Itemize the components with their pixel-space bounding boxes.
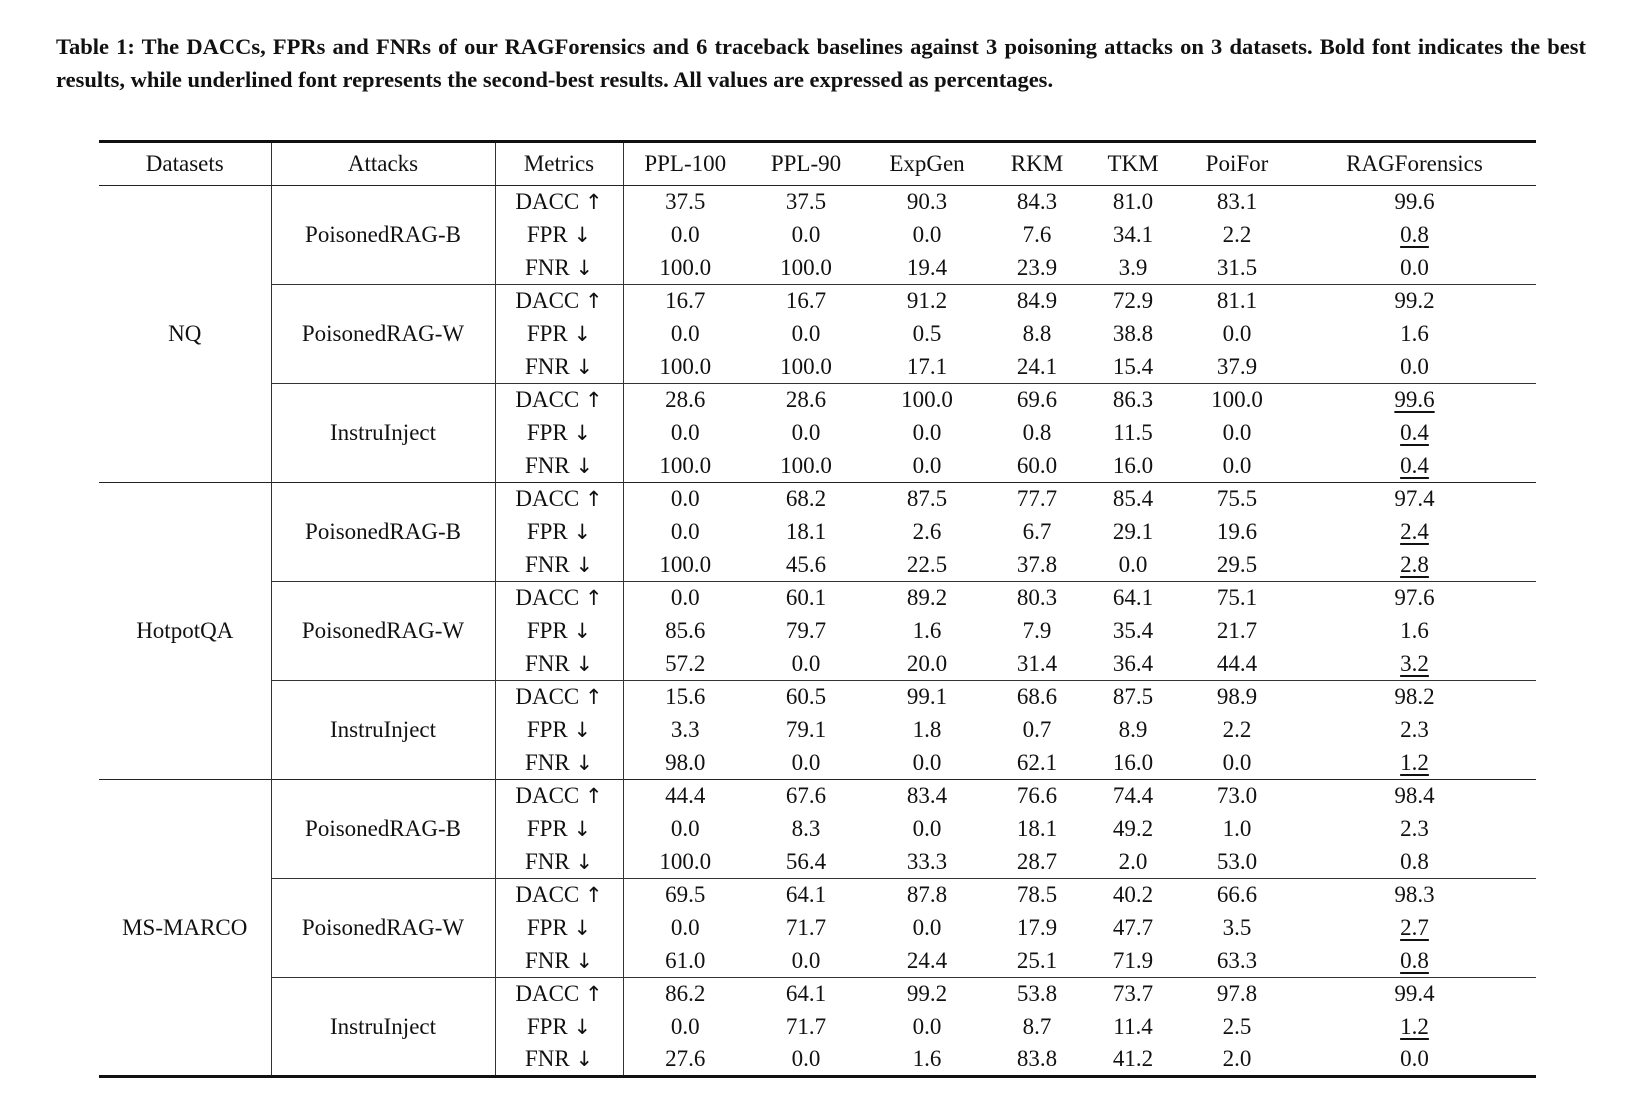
metric-label: FPR ↓ <box>495 219 623 252</box>
arrow-down-icon: ↓ <box>575 750 594 775</box>
table-cell: 29.5 <box>1216 551 1258 577</box>
table-cell: 71.9 <box>1112 947 1154 973</box>
arrow-down-icon: ↓ <box>573 619 592 643</box>
table-cell: 0.0 <box>912 1014 942 1039</box>
table-cell: 64.1 <box>1085 582 1181 615</box>
table-row <box>99 681 1536 714</box>
table-cell: 37.9 <box>1216 353 1258 379</box>
table-cell: 83.1 <box>1216 189 1258 215</box>
table-cell: 38.8 <box>1112 321 1154 346</box>
table-row <box>99 384 1536 417</box>
table-cell: 28.6 <box>623 384 747 417</box>
table-cell: 0.8 <box>1022 420 1052 445</box>
arrow-up-icon: ↑ <box>585 190 603 215</box>
table-cell: 7.6 <box>1022 222 1052 247</box>
table-cell: 0.0 <box>1400 254 1429 280</box>
table-cell: 66.6 <box>1181 879 1293 912</box>
table-cell: 0.0 <box>912 915 942 940</box>
header-row <box>99 142 1536 186</box>
metric-label: DACC ↑ <box>495 582 623 615</box>
arrow-down-icon: ↓ <box>573 817 592 841</box>
table-cell: 2.2 <box>1222 717 1252 742</box>
table-cell: 37.5 <box>665 189 706 215</box>
table-cell: 41.2 <box>1085 1044 1181 1077</box>
table-cell: 36.4 <box>1112 650 1154 676</box>
arrow-down-icon: ↓ <box>575 552 594 577</box>
table-cell: 0.0 <box>791 749 821 775</box>
table-cell: 67.6 <box>747 780 865 813</box>
metric-label: DACC ↑ <box>495 879 623 912</box>
header-ppl-100: PPL-100 <box>623 142 747 186</box>
header-ppl-90: PPL-90 <box>747 142 865 186</box>
table-cell: 37.5 <box>785 189 827 215</box>
table-cell: 2.8 <box>1400 551 1429 577</box>
table-cell: 60.1 <box>747 582 865 615</box>
table-row <box>99 483 1536 516</box>
table-cell: 1.6 <box>912 618 942 643</box>
table-cell: 45.6 <box>785 551 827 577</box>
table-caption: Table 1: The DACCs, FPRs and FNRs of our RAGForensics and 6 traceback baselines against 3 poisoning attacks on 3 datasets. Bold font indicates the best results, while underlined font represents the second-best results. All values are expressed as percentages. <box>56 34 1586 92</box>
table-cell: 24.4 <box>906 947 948 973</box>
table-cell: 35.4 <box>1112 618 1154 643</box>
table-cell: 0.0 <box>1293 1044 1536 1077</box>
arrow-up-icon: ↑ <box>585 289 603 314</box>
table-cell: 1.2 <box>1400 1014 1429 1039</box>
dataset-name: MS-MARCO <box>99 780 271 1077</box>
table-cell: 0.0 <box>912 749 942 775</box>
table-cell: 100.0 <box>659 353 712 379</box>
table-cell: 2.0 <box>1118 848 1148 874</box>
table-cell: 87.8 <box>865 879 989 912</box>
table-cell: 99.2 <box>865 978 989 1011</box>
table-cell: 27.6 <box>623 1044 747 1077</box>
arrow-up-icon: ↑ <box>585 388 603 413</box>
table-cell: 16.7 <box>623 285 747 318</box>
table-cell: 0.0 <box>623 582 747 615</box>
table-cell: 81.1 <box>1181 285 1293 318</box>
table-cell: 90.3 <box>906 189 948 215</box>
arrow-up-icon: ↑ <box>585 685 603 710</box>
table-cell: 69.5 <box>623 879 747 912</box>
table-cell: 85.6 <box>665 618 706 643</box>
table-cell: 0.0 <box>912 816 942 841</box>
table-cell: 23.9 <box>1016 254 1058 280</box>
arrow-down-icon: ↓ <box>575 453 594 478</box>
table-cell: 2.5 <box>1222 1014 1252 1039</box>
table-cell: 0.0 <box>1222 452 1252 478</box>
metric-label: FPR ↓ <box>495 714 623 747</box>
table-cell: 64.1 <box>747 978 865 1011</box>
table-cell: 100.0 <box>659 848 712 874</box>
metric-label: FPR ↓ <box>495 912 623 945</box>
table-cell: 86.2 <box>623 978 747 1011</box>
table-cell: 0.0 <box>1222 321 1252 346</box>
table-cell: 16.7 <box>747 285 865 318</box>
table-cell: 16.0 <box>1112 452 1154 478</box>
dataset-name: HotpotQA <box>99 483 271 780</box>
table-cell: 77.7 <box>989 483 1085 516</box>
table-cell: 87.5 <box>865 483 989 516</box>
table-cell: 44.4 <box>623 780 747 813</box>
header-ragforensics: RAGForensics <box>1293 142 1536 186</box>
table-cell: 100.0 <box>865 384 989 417</box>
table-row <box>99 186 1536 219</box>
table-cell: 99.1 <box>865 681 989 714</box>
table-cell: 0.0 <box>1118 551 1148 577</box>
table-cell: 0.0 <box>670 816 700 841</box>
table-cell: 81.0 <box>1112 189 1154 215</box>
table-cell: 17.1 <box>906 353 948 379</box>
attack-name: InstruInject <box>271 978 495 1077</box>
metric-label: FPR ↓ <box>495 318 623 351</box>
table-cell: 3.9 <box>1118 254 1148 280</box>
table-cell: 19.6 <box>1216 519 1258 544</box>
table-cell: 71.7 <box>785 1014 827 1039</box>
attack-name: PoisonedRAG-W <box>271 879 495 978</box>
table-cell: 100.0 <box>1181 384 1293 417</box>
attack-name: PoisonedRAG-B <box>271 483 495 582</box>
table-cell: 8.8 <box>1022 321 1052 346</box>
metric-label: FPR ↓ <box>495 615 623 648</box>
table-cell: 0.4 <box>1400 420 1429 445</box>
table-cell: 37.8 <box>1016 551 1058 577</box>
table-cell: 1.6 <box>865 1044 989 1077</box>
table-cell: 98.9 <box>1181 681 1293 714</box>
table-cell: 0.0 <box>670 915 700 940</box>
table-cell: 0.0 <box>1222 420 1252 445</box>
arrow-down-icon: ↓ <box>573 223 592 247</box>
attack-name: PoisonedRAG-W <box>271 582 495 681</box>
metric-label: FNR ↓ <box>495 747 623 780</box>
table-cell: 2.7 <box>1400 915 1429 940</box>
table-body <box>99 186 1536 1077</box>
table-cell: 98.3 <box>1293 879 1536 912</box>
table-cell: 22.5 <box>906 551 948 577</box>
table-row <box>99 978 1536 1011</box>
table-row <box>99 780 1536 813</box>
table-cell: 0.0 <box>747 1044 865 1077</box>
header-tkm: TKM <box>1085 142 1181 186</box>
table-cell: 2.4 <box>1400 519 1429 544</box>
metric-label: FNR ↓ <box>495 450 623 483</box>
metric-label: DACC ↑ <box>495 186 623 219</box>
table-cell: 99.2 <box>1293 285 1536 318</box>
table-cell: 11.4 <box>1113 1014 1153 1039</box>
metric-label: DACC ↑ <box>495 681 623 714</box>
table-cell: 56.4 <box>785 848 827 874</box>
table-cell: 1.0 <box>1222 816 1252 841</box>
header-attacks: Attacks <box>271 142 495 186</box>
table-cell: 0.0 <box>670 420 700 445</box>
table-cell: 18.1 <box>785 519 827 544</box>
metric-label: FNR ↓ <box>495 846 623 879</box>
table-cell: 24.1 <box>1016 353 1058 379</box>
table-cell: 0.0 <box>791 650 821 676</box>
arrow-down-icon: ↓ <box>575 948 594 973</box>
table-cell: 0.0 <box>623 483 747 516</box>
table-cell: 53.0 <box>1216 848 1258 874</box>
attack-name: PoisonedRAG-B <box>271 780 495 879</box>
table-cell: 2.3 <box>1400 816 1429 841</box>
table-cell: 0.0 <box>912 420 942 445</box>
dataset-name: NQ <box>99 186 271 483</box>
table-cell: 68.2 <box>747 483 865 516</box>
arrow-up-icon: ↑ <box>585 487 603 512</box>
table-cell: 8.9 <box>1118 717 1148 742</box>
metric-label: FNR ↓ <box>495 648 623 681</box>
table-cell: 60.5 <box>747 681 865 714</box>
table-cell: 0.5 <box>912 321 942 346</box>
table-cell: 34.1 <box>1112 222 1154 247</box>
attack-name: InstruInject <box>271 681 495 780</box>
table-cell: 11.5 <box>1113 420 1153 445</box>
table-cell: 1.6 <box>1400 321 1429 346</box>
table-cell: 31.5 <box>1216 254 1258 280</box>
arrow-down-icon: ↓ <box>573 421 592 445</box>
arrow-down-icon: ↓ <box>573 718 592 742</box>
table-cell: 97.4 <box>1293 483 1536 516</box>
table-cell: 2.2 <box>1222 222 1252 247</box>
table-cell: 74.4 <box>1085 780 1181 813</box>
table-cell: 99.6 <box>1394 189 1435 215</box>
table-cell: 29.1 <box>1112 519 1154 544</box>
table-cell: 0.0 <box>912 452 942 478</box>
table-cell: 79.7 <box>785 618 827 643</box>
table-cell: 60.0 <box>1016 452 1058 478</box>
header-rkm: RKM <box>989 142 1085 186</box>
attack-name: PoisonedRAG-W <box>271 285 495 384</box>
table-cell: 85.4 <box>1085 483 1181 516</box>
table-cell: 31.4 <box>1016 650 1058 676</box>
metric-label: FPR ↓ <box>495 813 623 846</box>
table-cell: 91.2 <box>865 285 989 318</box>
arrow-down-icon: ↓ <box>575 849 594 874</box>
table-cell: 3.2 <box>1400 650 1429 676</box>
table-cell: 61.0 <box>665 947 706 973</box>
metric-label: FNR ↓ <box>495 945 623 978</box>
table-cell: 53.8 <box>989 978 1085 1011</box>
arrow-up-icon: ↑ <box>585 586 603 611</box>
metric-label: DACC ↑ <box>495 384 623 417</box>
table-cell: 64.1 <box>747 879 865 912</box>
table-cell: 98.4 <box>1293 780 1536 813</box>
table-cell: 63.3 <box>1216 947 1258 973</box>
table-cell: 76.6 <box>989 780 1085 813</box>
table-cell: 1.2 <box>1400 749 1429 775</box>
table-cell: 0.0 <box>670 519 700 544</box>
table-cell: 84.3 <box>1016 189 1058 215</box>
table-cell: 83.8 <box>989 1044 1085 1077</box>
arrow-down-icon: ↓ <box>573 1015 592 1039</box>
table-cell: 78.5 <box>989 879 1085 912</box>
table-cell: 100.0 <box>780 452 832 478</box>
table-cell: 18.1 <box>1016 816 1058 841</box>
table-cell: 20.0 <box>906 650 948 676</box>
table-row <box>99 879 1536 912</box>
metric-label: FNR ↓ <box>495 351 623 384</box>
table-cell: 100.0 <box>659 452 712 478</box>
table-cell: 8.7 <box>1022 1014 1052 1039</box>
table-cell: 86.3 <box>1085 384 1181 417</box>
table-cell: 47.7 <box>1112 915 1154 940</box>
table-cell: 75.5 <box>1181 483 1293 516</box>
table-cell: 0.8 <box>1400 848 1429 874</box>
table-cell: 79.1 <box>785 717 827 742</box>
table-cell: 100.0 <box>780 353 832 379</box>
table-cell: 1.8 <box>912 717 942 742</box>
table-cell: 72.9 <box>1085 285 1181 318</box>
table-cell: 0.0 <box>670 1014 700 1039</box>
results-table <box>99 140 1536 1078</box>
table-cell: 84.9 <box>989 285 1085 318</box>
metric-label: DACC ↑ <box>495 285 623 318</box>
table-cell: 0.8 <box>1400 222 1429 247</box>
table-cell: 2.6 <box>912 519 942 544</box>
table-cell: 2.0 <box>1181 1044 1293 1077</box>
table-cell: 89.2 <box>865 582 989 615</box>
arrow-down-icon: ↓ <box>573 916 592 940</box>
table-row <box>99 285 1536 318</box>
header-datasets: Datasets <box>99 142 271 186</box>
arrow-down-icon: ↓ <box>575 354 594 379</box>
arrow-up-icon: ↑ <box>585 982 603 1007</box>
metric-label: FNR ↓ <box>495 549 623 582</box>
table-cell: 73.7 <box>1085 978 1181 1011</box>
metric-label: FPR ↓ <box>495 417 623 450</box>
table-cell: 0.0 <box>791 420 821 445</box>
table-cell: 21.7 <box>1216 618 1258 643</box>
table-cell: 0.0 <box>791 222 821 247</box>
table-cell: 0.0 <box>912 222 942 247</box>
header-metrics: Metrics <box>495 142 623 186</box>
table-cell: 19.4 <box>906 254 948 280</box>
table-cell: 0.0 <box>791 947 821 973</box>
attack-name: PoisonedRAG-B <box>271 186 495 285</box>
table-cell: 0.0 <box>670 321 700 346</box>
table-cell: 3.3 <box>670 717 700 742</box>
table-cell: 3.5 <box>1222 915 1252 940</box>
table-cell: 99.6 <box>1293 384 1536 417</box>
table-cell: 25.1 <box>1016 947 1058 973</box>
header-expgen: ExpGen <box>865 142 989 186</box>
table-cell: 100.0 <box>659 551 712 577</box>
arrow-down-icon: ↓ <box>575 651 594 676</box>
table-cell: 97.8 <box>1181 978 1293 1011</box>
table-cell: 80.3 <box>989 582 1085 615</box>
table-cell: 8.3 <box>791 816 821 841</box>
table-cell: 57.2 <box>665 650 706 676</box>
table-cell: 68.6 <box>989 681 1085 714</box>
metric-label: FNR ↓ <box>495 252 623 285</box>
table-cell: 7.9 <box>1022 618 1052 643</box>
header-poifor: PoiFor <box>1181 142 1293 186</box>
arrow-up-icon: ↑ <box>585 883 603 908</box>
metric-label: FNR ↓ <box>495 1044 623 1077</box>
table-cell: 28.6 <box>747 384 865 417</box>
table-cell: 0.0 <box>1222 749 1252 775</box>
table-cell: 17.9 <box>1016 915 1058 940</box>
table-cell: 97.6 <box>1293 582 1536 615</box>
attack-name: InstruInject <box>271 384 495 483</box>
table-cell: 28.7 <box>1016 848 1058 874</box>
table-cell: 16.0 <box>1112 749 1154 775</box>
table-cell: 69.6 <box>989 384 1085 417</box>
table-cell: 0.0 <box>670 222 700 247</box>
table-cell: 98.0 <box>665 749 706 775</box>
arrow-down-icon: ↓ <box>575 255 594 280</box>
metric-label: FPR ↓ <box>495 516 623 549</box>
table-cell: 0.8 <box>1400 947 1429 973</box>
table-cell: 0.4 <box>1400 452 1429 478</box>
table-cell: 100.0 <box>659 254 712 280</box>
table-cell: 0.0 <box>791 321 821 346</box>
table-cell: 33.3 <box>906 848 948 874</box>
table-cell: 0.7 <box>1022 717 1052 742</box>
table-cell: 87.5 <box>1085 681 1181 714</box>
table-cell: 44.4 <box>1216 650 1258 676</box>
table-cell: 15.4 <box>1112 353 1154 379</box>
metric-label: FPR ↓ <box>495 1011 623 1044</box>
arrow-up-icon: ↑ <box>585 784 603 809</box>
table-cell: 83.4 <box>865 780 989 813</box>
table-cell: 15.6 <box>623 681 747 714</box>
table-cell: 49.2 <box>1112 816 1154 841</box>
table-cell: 40.2 <box>1085 879 1181 912</box>
table-cell: 1.6 <box>1400 618 1429 643</box>
table-cell: 75.1 <box>1181 582 1293 615</box>
table-cell: 6.7 <box>1022 519 1052 544</box>
table-cell: 71.7 <box>785 915 827 940</box>
table-cell: 100.0 <box>780 254 832 280</box>
table-row <box>99 582 1536 615</box>
arrow-down-icon: ↓ <box>573 520 592 544</box>
arrow-down-icon: ↓ <box>575 1047 594 1072</box>
table-cell: 98.2 <box>1293 681 1536 714</box>
table-cell: 73.0 <box>1181 780 1293 813</box>
table-cell: 2.3 <box>1400 717 1429 742</box>
table-cell: 99.4 <box>1293 978 1536 1011</box>
metric-label: DACC ↑ <box>495 780 623 813</box>
metric-label: DACC ↑ <box>495 978 623 1011</box>
arrow-down-icon: ↓ <box>573 322 592 346</box>
table-cell: 0.0 <box>1400 353 1429 379</box>
metric-label: DACC ↑ <box>495 483 623 516</box>
table-cell: 62.1 <box>1016 749 1058 775</box>
